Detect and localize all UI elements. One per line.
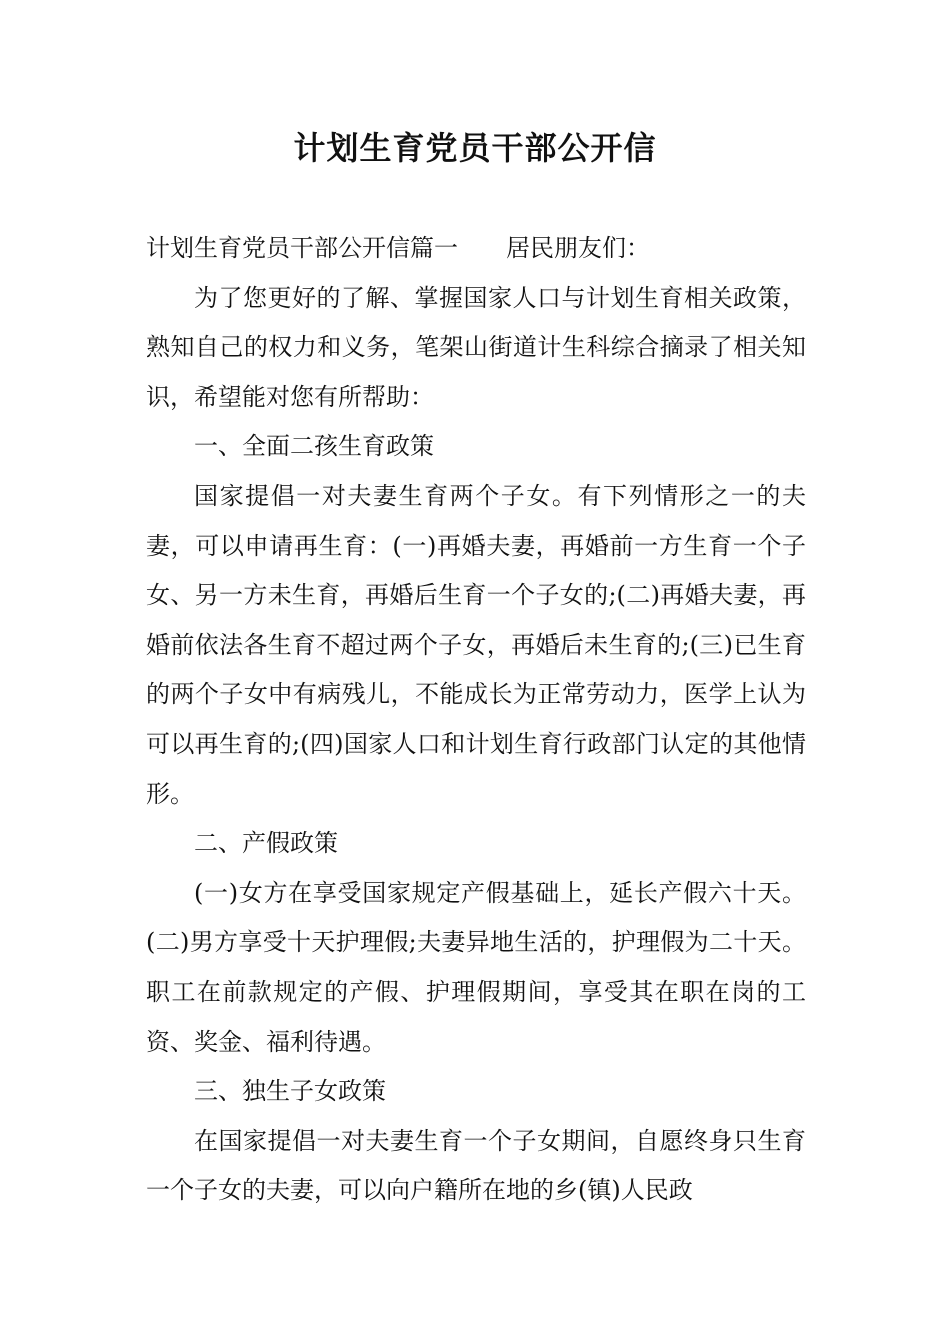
greeting: 居民朋友们：: [506, 234, 650, 262]
intro-heading: 计划生育党员干部公开信篇一: [146, 234, 458, 262]
section-heading-3: 三、独生子女政策: [194, 1077, 386, 1106]
section-heading-1: 一、全面二孩生育政策: [194, 432, 434, 461]
page-title: 计划生育党员干部公开信: [293, 129, 657, 167]
paragraph-section-1: 国家提倡一对夫妻生育两个子女。有下列情形之一的夫妻，可以申请再生育：(一)再婚夫妻，再婚前一方生育一个子女、另一方未生育，再婚后生育一个子女的;(二)再婚夫妻，再婚前依法各生育不超过两个子女，再婚后未生育的;(三)已生育的两个子女中有病残儿，不能成长为正常劳动力，医学上认为可以再生育的;(四)国家人口和计划生育行政部门认定的其他情形。: [146, 481, 806, 808]
document-body: [146, 224, 806, 1216]
paragraph-section-2: (一)女方在享受国家规定产假基础上，延长产假六十天。(二)男方享受十天护理假;夫妻异地生活的，护理假为二十天。职工在前款规定的产假、护理假期间，享受其在职在岗的工资、奖金、福利待遇。: [146, 878, 806, 1056]
intro-line: [146, 224, 806, 274]
section-heading-2: 二、产假政策: [194, 829, 338, 858]
paragraph-intro: 为了您更好的了解、掌握国家人口与计划生育相关政策，熟知自己的权力和义务，笔架山街道计生科综合摘录了相关知识，希望能对您有所帮助：: [146, 283, 806, 411]
paragraph-section-3: 在国家提倡一对夫妻生育一个子女期间，自愿终身只生育一个子女的夫妻，可以向户籍所在地的乡(镇)人民政: [146, 1126, 806, 1205]
